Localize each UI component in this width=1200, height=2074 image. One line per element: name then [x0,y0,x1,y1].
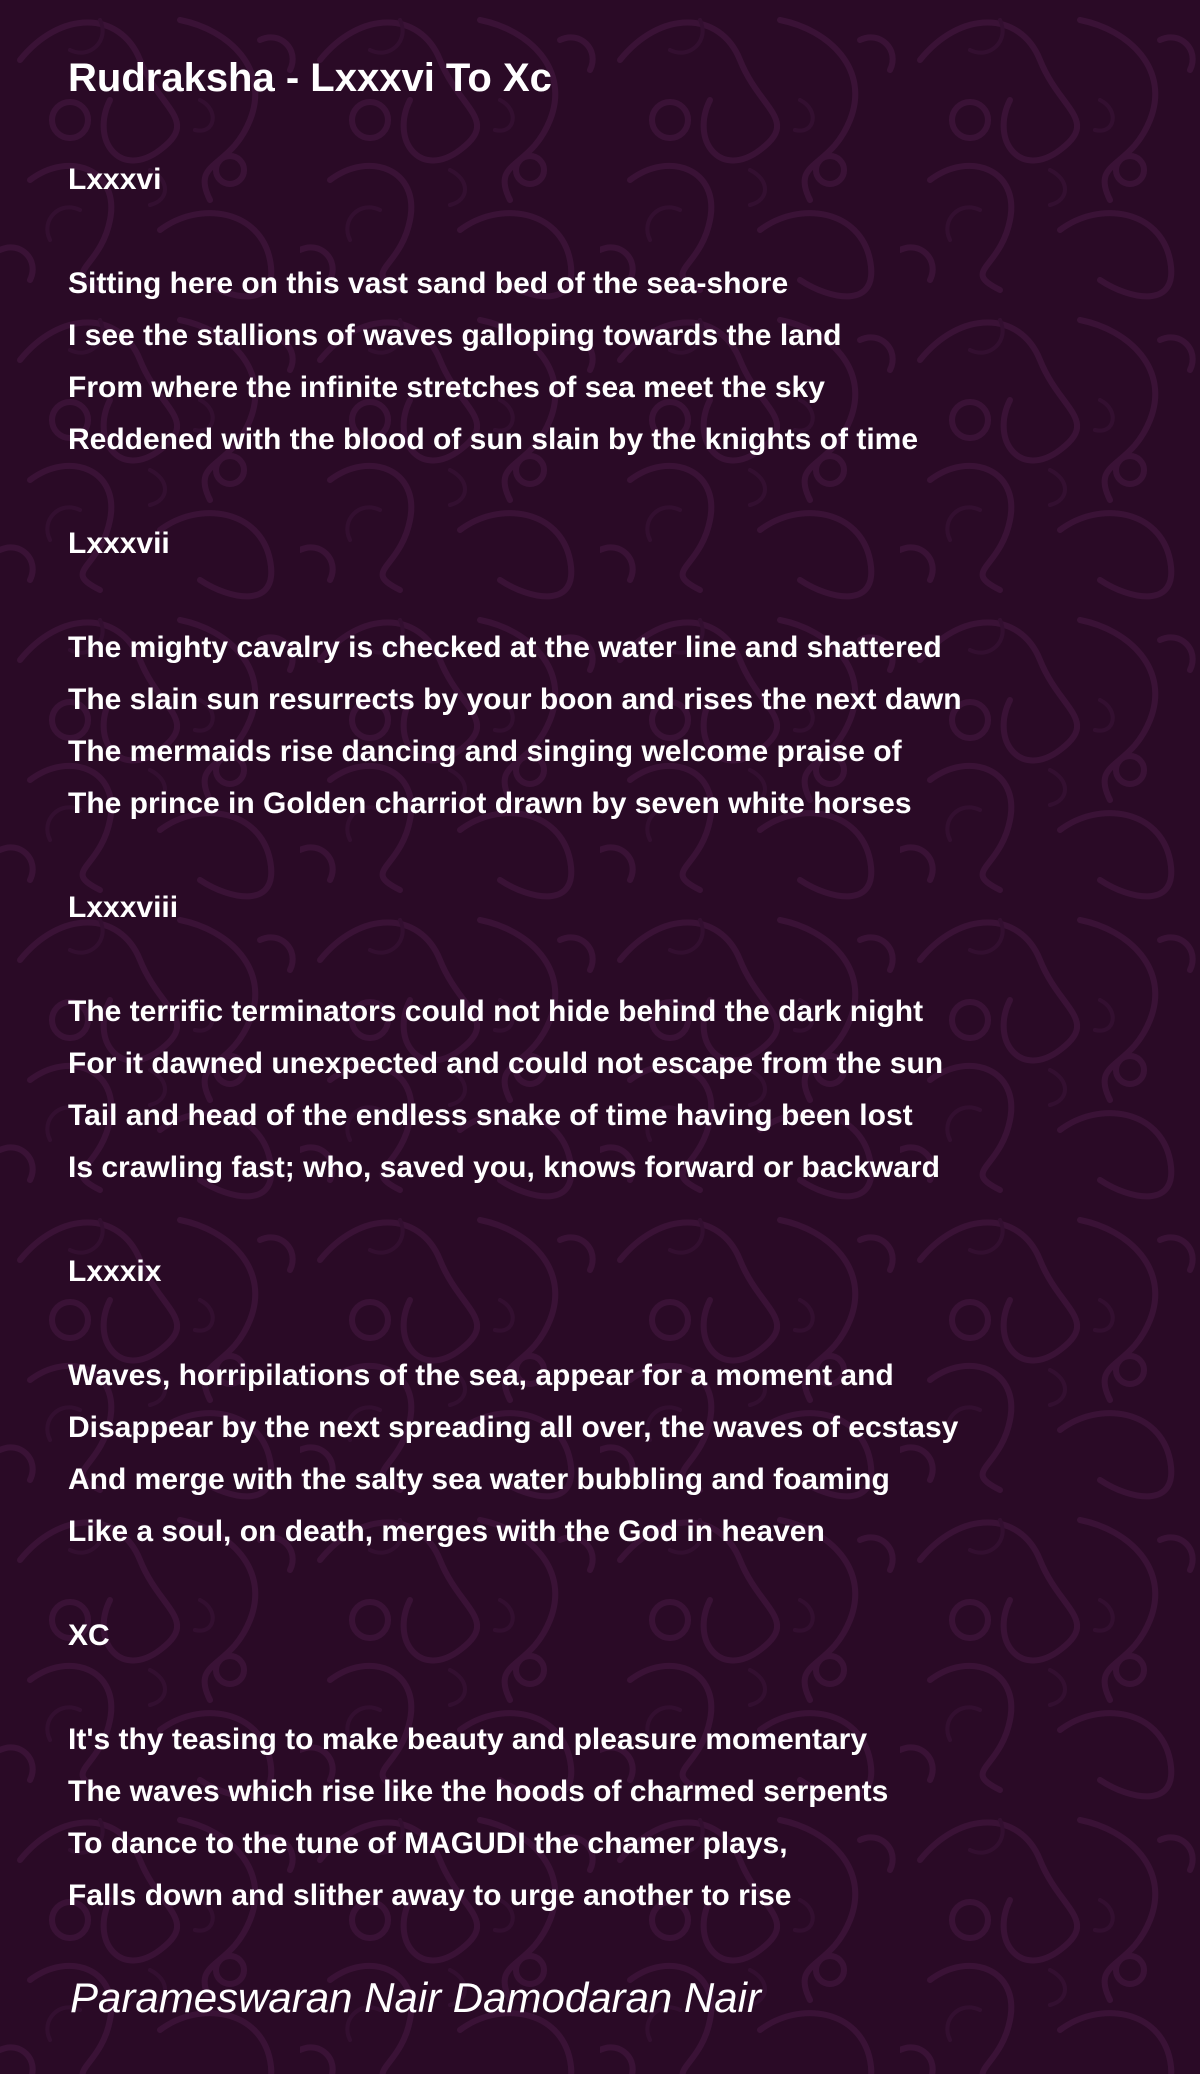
poem-line: Reddened with the blood of sun slain by the knights of time [68,423,919,456]
poem-line: Tail and head of the endless snake of time having been lost [68,1099,913,1132]
stanza [68,154,1148,466]
stanza-heading: Lxxxviii [68,891,179,924]
poem-line: The mighty cavalry is checked at the water line and shattered [68,631,942,664]
poem-title: Rudraksha - Lxxxvi To Xc [68,56,552,100]
stanza [68,1246,1148,1558]
poem-line: The waves which rise like the hoods of charmed serpents [68,1775,889,1808]
stanza-heading: Lxxxix [68,1255,162,1288]
poem-line: I see the stallions of waves galloping towards the land [68,319,842,352]
poem-line: It's thy teasing to make beauty and pleasure momentary [68,1723,868,1756]
poem-line: Falls down and slither away to urge another to rise [68,1879,792,1912]
poem-line: Sitting here on this vast sand bed of the sea-shore [68,267,789,300]
stanza-heading: Lxxxvii [68,527,170,560]
poem-author: Parameswaran Nair Damodaran Nair [70,1974,761,2021]
stanza-heading: Lxxxvi [68,163,162,196]
stanza [68,882,1148,1194]
poem-line: For it dawned unexpected and could not escape from the sun [68,1047,944,1080]
poem-body [68,154,1148,1922]
poem-line: From where the infinite stretches of sea meet the sky [68,371,825,404]
poem-line: Is crawling fast; who, saved you, knows forward or backward [68,1151,940,1184]
stanza [68,1610,1148,1922]
poem-line: To dance to the tune of MAGUDI the chamer plays, [68,1827,788,1860]
stanza [68,518,1148,830]
poem-line: Like a soul, on death, merges with the God in heaven [68,1515,825,1548]
poem-line: And merge with the salty sea water bubbling and foaming [68,1463,890,1496]
poem-line: The prince in Golden charriot drawn by seven white horses [68,787,912,820]
poem-line: The terrific terminators could not hide behind the dark night [68,995,924,1028]
poem-line: The mermaids rise dancing and singing welcome praise of [68,735,902,768]
poem-line: Waves, horripilations of the sea, appear for a moment and [68,1359,894,1392]
poem-line: Disappear by the next spreading all over, the waves of ecstasy [68,1411,959,1444]
stanza-heading: XC [68,1619,110,1652]
poem-line: The slain sun resurrects by your boon and rises the next dawn [68,683,962,716]
poem-container [68,50,1148,1974]
